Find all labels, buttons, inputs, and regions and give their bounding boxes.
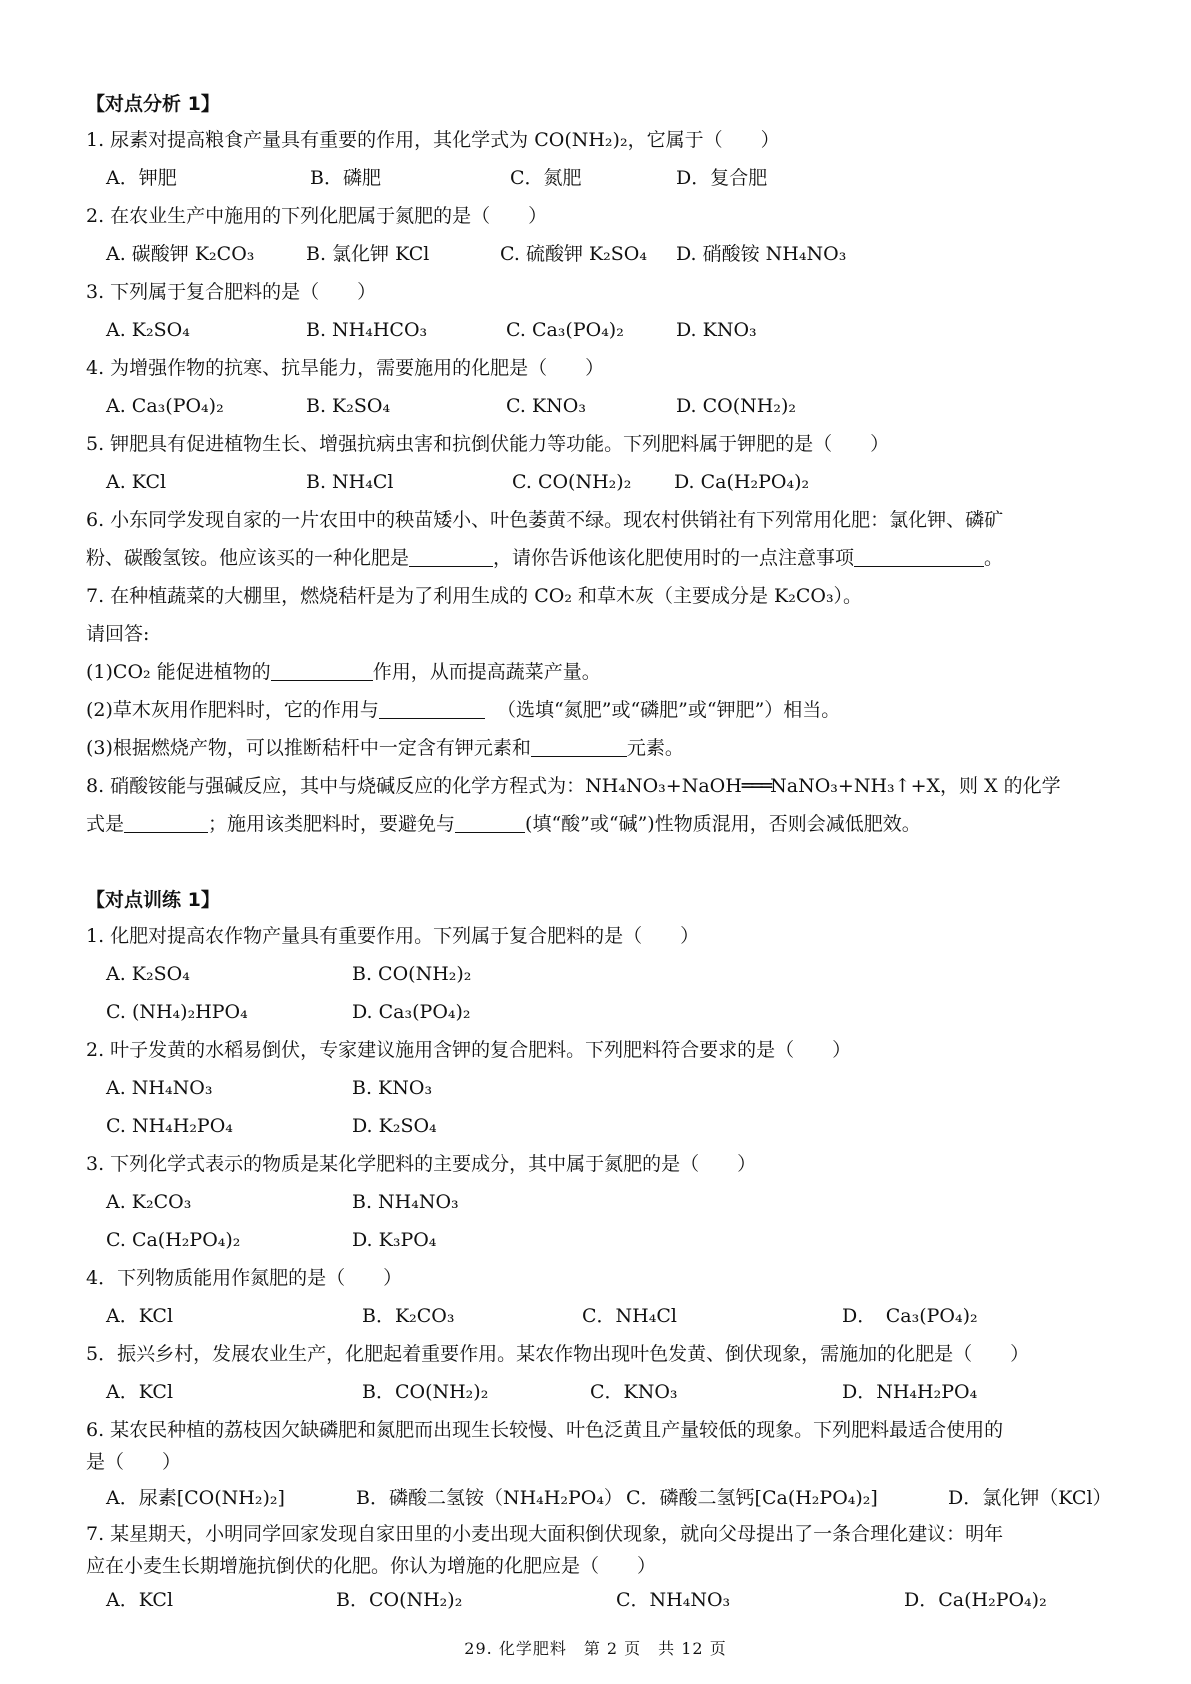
option-b: B．CO(NH₂)₂ <box>362 1381 489 1403</box>
answer-blank[interactable] <box>531 736 627 757</box>
option-d: D. K₃PO₄ <box>352 1229 437 1251</box>
option-a: A. K₂SO₄ <box>106 319 190 341</box>
sub-question <box>86 736 684 760</box>
question-stem: 应在小麦生长期增施抗倒伏的化肥。你认为增施的化肥应是（ ） <box>86 1555 657 1577</box>
option-c: C．NH₄NO₃ <box>616 1589 731 1611</box>
sub-question <box>86 660 601 684</box>
option-a: A. NH₄NO₃ <box>106 1077 213 1099</box>
option-d: D. Ca(H₂PO₄)₂ <box>674 471 810 493</box>
text-fragment: (1)CO₂ 能促进植物的 <box>86 661 271 683</box>
question-stem: 2. 在农业生产中施用的下列化肥属于氮肥的是（ ） <box>86 205 548 227</box>
option-a: A．KCl <box>106 1381 174 1403</box>
option-a: A．钾肥 <box>106 167 177 189</box>
sub-question <box>86 698 840 722</box>
answer-blank[interactable] <box>409 546 493 567</box>
text-fragment: ，请你告诉他该化肥使用时的一点注意事项 <box>493 547 855 569</box>
option-a: A. K₂CO₃ <box>106 1191 192 1213</box>
equation-sign: ═══ <box>741 775 771 797</box>
option-a: A．KCl <box>106 1589 174 1611</box>
text-fragment: 8. 硝酸铵能与强碱反应，其中与烧碱反应的化学方程式为：NH₄NO₃+NaOH <box>86 775 742 797</box>
option-a: A．尿素[CO(NH₂)₂] <box>106 1487 285 1509</box>
option-d: D. 硝酸铵 NH₄NO₃ <box>676 243 847 265</box>
option-d: D. CO(NH₂)₂ <box>676 395 797 417</box>
question-stem: 5．振兴乡村，发展农业生产，化肥起着重要作用。某农作物出现叶色发黄、倒伏现象，需施加的化肥是（ ） <box>86 1343 1030 1365</box>
question-stem: 6. 某农民种植的荔枝因欠缺磷肥和氮肥而出现生长较慢、叶色泛黄且产量较低的现象。下列肥料最适合使用的 <box>86 1419 1004 1441</box>
text-fragment: 粉、碳酸氢铵。他应该买的一种化肥是 <box>86 547 410 569</box>
question-stem: 1. 尿素对提高粮食产量具有重要的作用，其化学式为 CO(NH₂)₂，它属于（ ） <box>86 129 780 151</box>
question-stem: 1. 化肥对提高农作物产量具有重要作用。下列属于复合肥料的是（ ） <box>86 925 700 947</box>
question-stem: 3. 下列属于复合肥料的是（ ） <box>86 281 377 303</box>
text-fragment: NaNO₃+NH₃↑+X，则 X 的化学 <box>770 775 1061 797</box>
option-b: B. NH₄Cl <box>306 471 394 493</box>
text-fragment: (填“酸”或“碱”)性物质混用，否则会减低肥效。 <box>525 813 921 835</box>
option-b: B. KNO₃ <box>352 1077 433 1099</box>
option-c: C. Ca(H₂PO₄)₂ <box>106 1229 241 1251</box>
text-fragment: （选填“氮肥”或“磷肥”或“钾肥”）相当。 <box>497 699 841 721</box>
option-b: B. CO(NH₂)₂ <box>352 963 472 985</box>
question-prompt: 请回答: <box>86 623 150 645</box>
option-d: D. K₂SO₄ <box>352 1115 437 1137</box>
page-footer: 29. 化学肥料 第 2 页 共 12 页 <box>464 1639 727 1658</box>
option-c: C. Ca₃(PO₄)₂ <box>506 319 624 341</box>
option-a: A. 碳酸钾 K₂CO₃ <box>106 243 255 265</box>
question-stem: 4. 为增强作物的抗寒、抗旱能力，需要施用的化肥是（ ） <box>86 357 605 379</box>
option-a: A. K₂SO₄ <box>106 963 190 985</box>
option-d: D． Ca₃(PO₄)₂ <box>842 1305 978 1327</box>
text-fragment: ；施用该类肥料时，要避免与 <box>208 813 456 835</box>
option-b: B. NH₄NO₃ <box>352 1191 459 1213</box>
option-b: B. NH₄HCO₃ <box>306 319 428 341</box>
question-stem: 5. 钾肥具有促进植物生长、增强抗病虫害和抗倒伏能力等功能。下列肥料属于钾肥的是（ ） <box>86 433 890 455</box>
option-c: C. KNO₃ <box>506 395 586 417</box>
section-title-analysis: 【对点分析 1】 <box>86 93 220 115</box>
answer-blank[interactable] <box>124 812 208 833</box>
option-c: C．磷酸二氢钙[Ca(H₂PO₄)₂] <box>626 1487 878 1509</box>
option-b: B. 氯化钾 KCl <box>306 243 430 265</box>
text-fragment: (2)草木灰用作肥料时，它的作用与 <box>86 699 379 721</box>
option-c: C. NH₄H₂PO₄ <box>106 1115 233 1137</box>
option-c: C. CO(NH₂)₂ <box>512 471 632 493</box>
option-a: A. KCl <box>106 471 167 493</box>
option-b: B．K₂CO₃ <box>362 1305 455 1327</box>
question-stem <box>86 774 1061 798</box>
option-b: B．CO(NH₂)₂ <box>336 1589 463 1611</box>
answer-blank[interactable] <box>854 546 984 567</box>
question-stem: 4．下列物质能用作氮肥的是（ ） <box>86 1267 403 1289</box>
option-a: A．KCl <box>106 1305 174 1327</box>
text-fragment: (3)根据燃烧产物，可以推断秸杆中一定含有钾元素和 <box>86 737 531 759</box>
option-c: C．KNO₃ <box>590 1381 678 1403</box>
option-c: C．氮肥 <box>510 167 582 189</box>
question-stem: 6. 小东同学发现自家的一片农田中的秧苗矮小、叶色萎黄不绿。现农村供销社有下列常用化肥：氯化钾、磷矿 <box>86 509 1004 531</box>
answer-blank[interactable] <box>455 812 525 833</box>
option-d: D．氯化钾（KCl） <box>948 1487 1112 1509</box>
option-b: B．磷酸二氢铵（NH₄H₂PO₄） <box>356 1487 623 1509</box>
answer-blank[interactable] <box>271 660 373 681</box>
question-stem: 是（ ） <box>86 1451 182 1473</box>
question-stem-fill <box>86 812 921 836</box>
text-fragment: 作用，从而提高蔬菜产量。 <box>372 661 601 683</box>
text-fragment: 式是 <box>86 813 125 835</box>
text-fragment: 。 <box>984 547 1004 569</box>
question-stem: 7. 在种植蔬菜的大棚里，燃烧秸杆是为了利用生成的 CO₂ 和草木灰（主要成分是 K₂CO₃）。 <box>86 585 863 607</box>
section-title-training: 【对点训练 1】 <box>86 889 220 911</box>
option-d: D．NH₄H₂PO₄ <box>842 1381 978 1403</box>
option-d: D. Ca₃(PO₄)₂ <box>352 1001 471 1023</box>
option-d: D．Ca(H₂PO₄)₂ <box>904 1589 1047 1611</box>
option-b: B．磷肥 <box>310 167 381 189</box>
question-stem-fill <box>86 546 1003 570</box>
question-stem: 3. 下列化学式表示的物质是某化学肥料的主要成分，其中属于氮肥的是（ ） <box>86 1153 757 1175</box>
text-fragment: 元素。 <box>626 737 684 759</box>
option-c: C. (NH₄)₂HPO₄ <box>106 1001 248 1023</box>
answer-blank[interactable] <box>379 698 485 719</box>
option-c: C．NH₄Cl <box>582 1305 677 1327</box>
option-d: D. KNO₃ <box>676 319 757 341</box>
option-b: B. K₂SO₄ <box>306 395 391 417</box>
option-c: C. 硫酸钾 K₂SO₄ <box>500 243 647 265</box>
option-a: A. Ca₃(PO₄)₂ <box>106 395 224 417</box>
option-d: D．复合肥 <box>676 167 768 189</box>
question-stem: 2. 叶子发黄的水稻易倒伏，专家建议施用含钾的复合肥料。下列肥料符合要求的是（ ） <box>86 1039 852 1061</box>
question-stem: 7. 某星期天，小明同学回家发现自家田里的小麦出现大面积倒伏现象，就向父母提出了一条合理化建议：明年 <box>86 1523 1004 1545</box>
